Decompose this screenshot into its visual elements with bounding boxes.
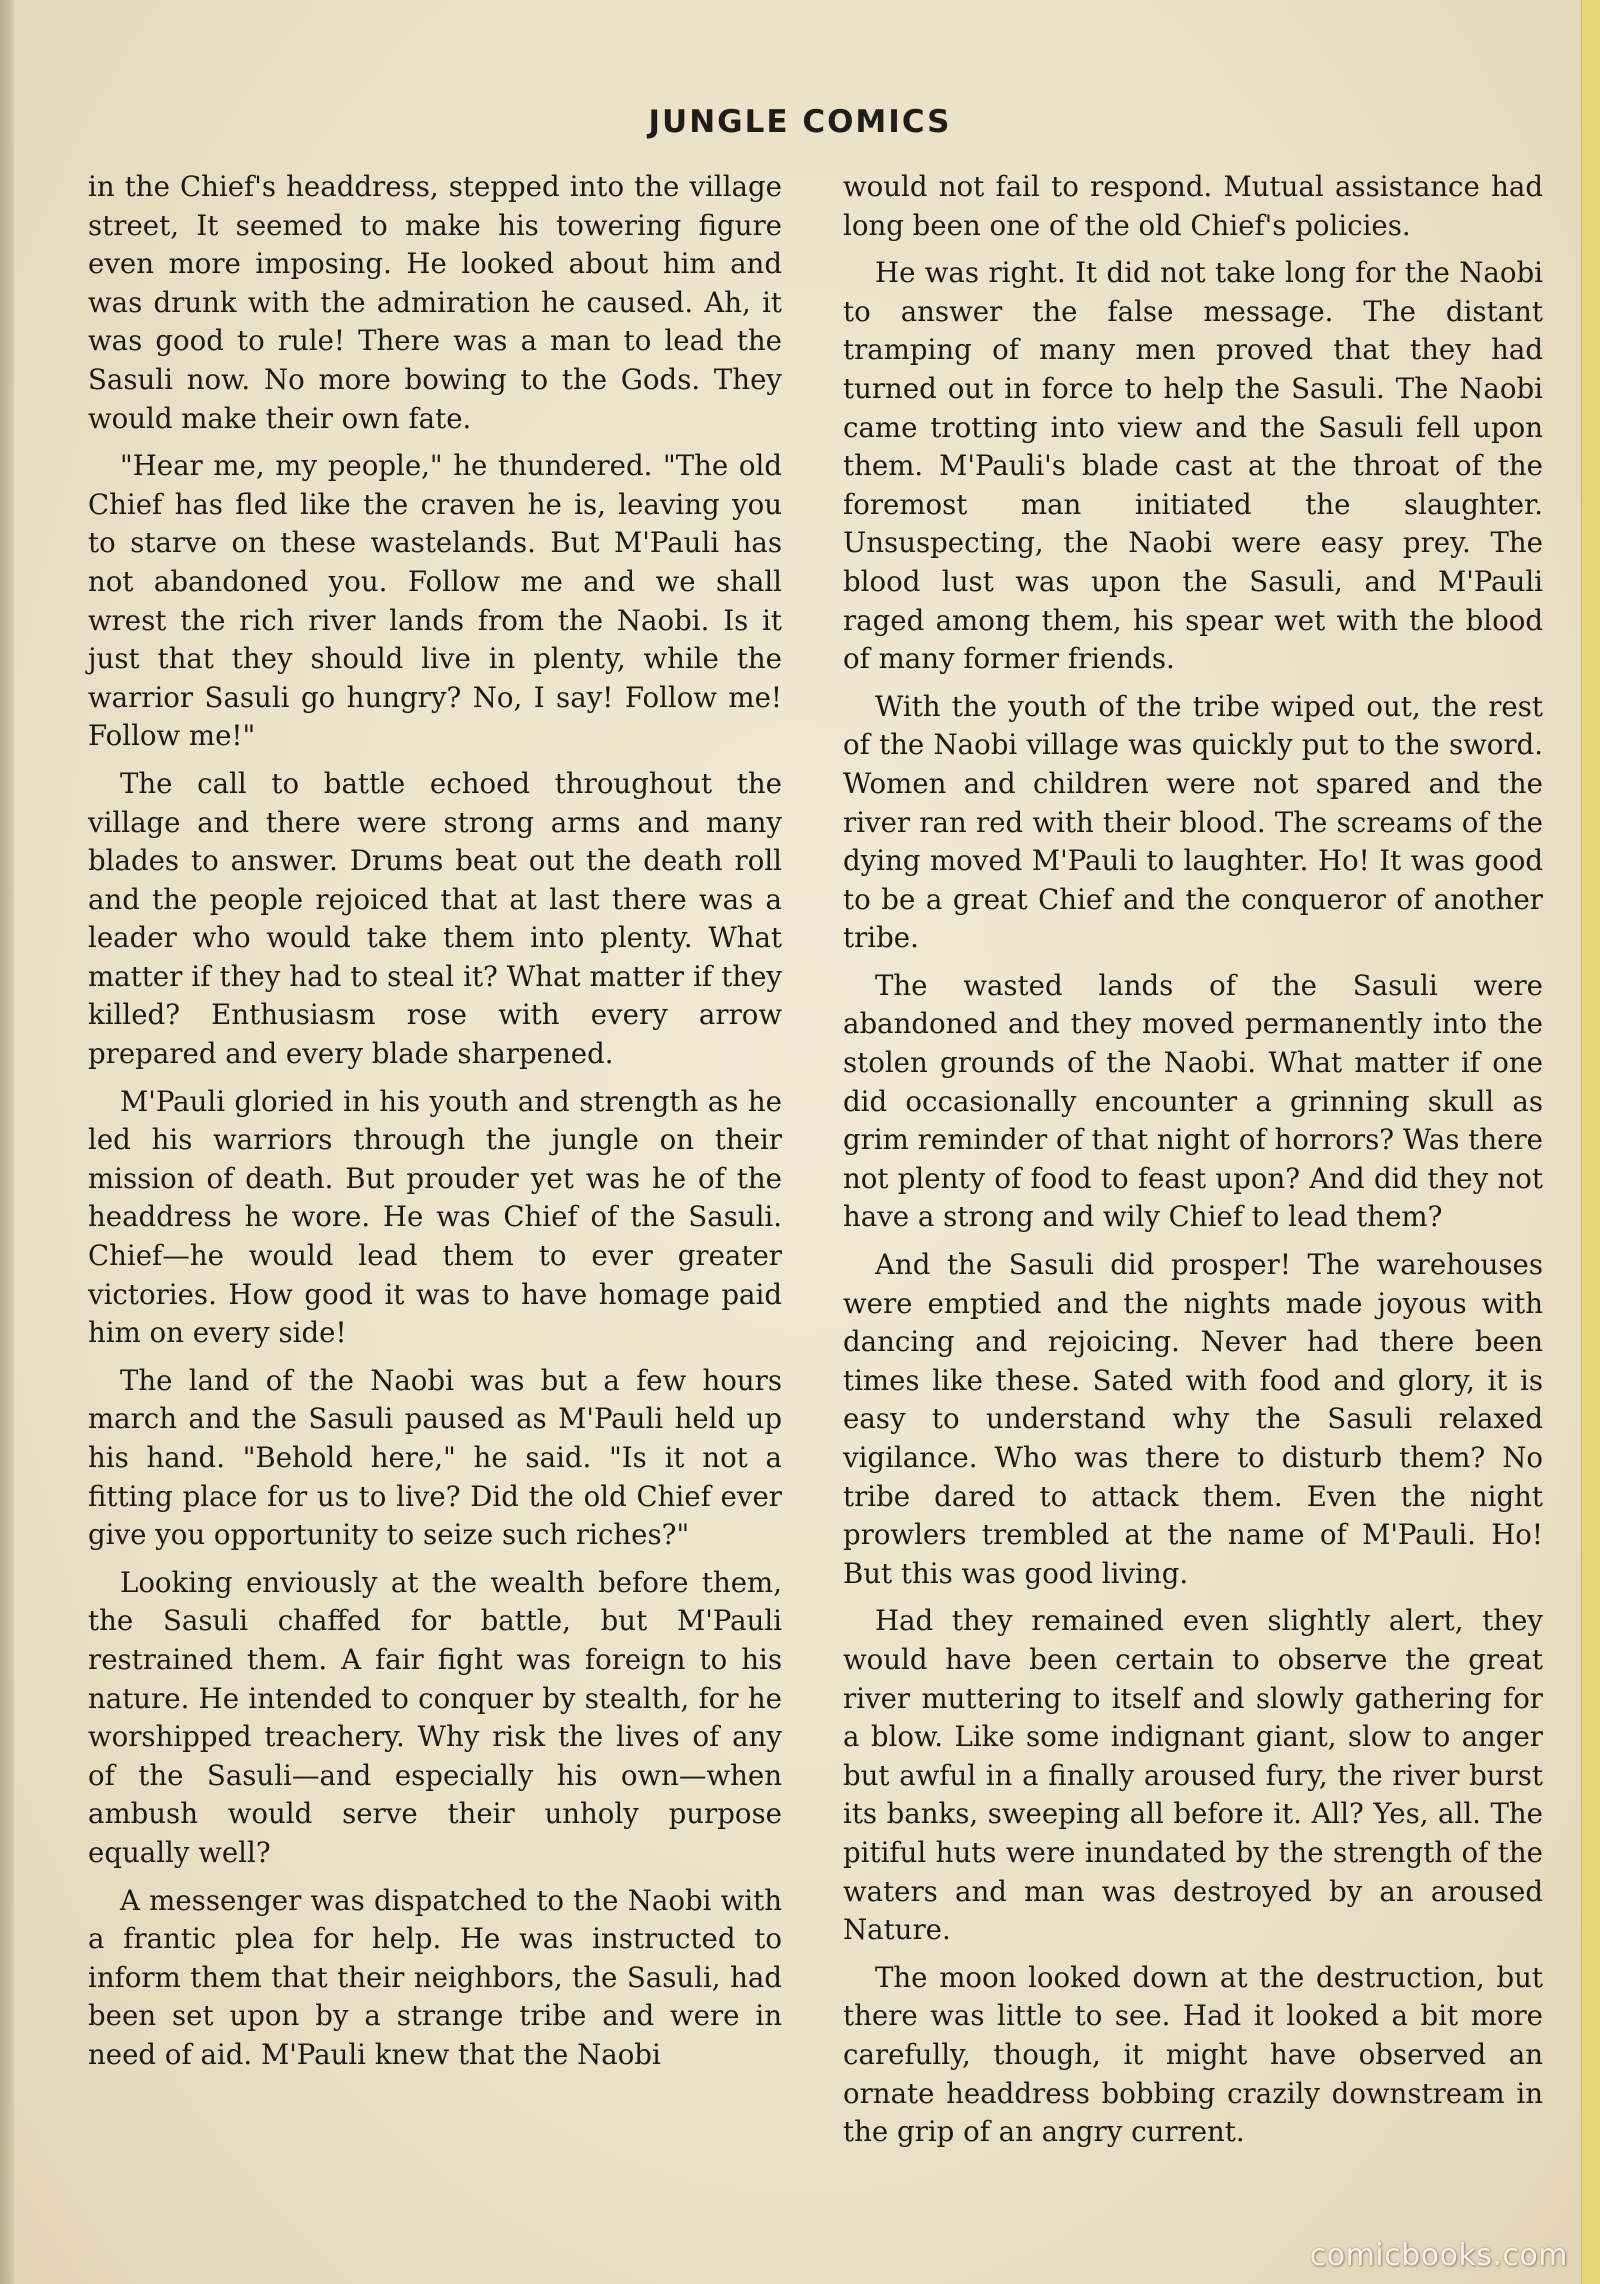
paragraph: The moon looked down at the destruction, but there was little to see. Had it looked a bit more carefully, though, it might have observed an ornate headdress bobbing crazily downstream in the grip of an angry current. xyxy=(843,1960,1543,2149)
watermark: comicbooks.com xyxy=(1309,2238,1568,2273)
left-text-column xyxy=(88,168,782,2084)
paragraph: He was right. It did not take long for the Naobi to answer the false message. The distant tramping of many men proved that they had turned out in force to help the Sasuli. The Naobi came trotting into view and the Sasuli fell upon them. M'Pauli's blade cast at the throat of the foremost man initiated the slaughter. Unsuspecting, the Naobi were easy prey. The blood lust was upon the Sasuli, and M'Pauli raged among them, his spear wet with the blood of many former friends. xyxy=(843,256,1543,676)
page-header: JUNGLE COMICS xyxy=(648,104,952,140)
paragraph: A messenger was dispatched to the Naobi with a frantic plea for help. He was instructed to inform them that their neighbors, the Sasuli, had been set upon by a strange tribe and were in need of aid. M'Pauli knew that the Naobi xyxy=(88,1883,782,2071)
paragraph: With the youth of the tribe wiped out, the rest of the Naobi village was quickly put to the sword. Women and children were not spared and the river ran red with their blood. The screams of the dying moved M'Pauli to laughter. Ho! It was good to be a great Chief and the conqueror of another tribe. xyxy=(843,689,1543,955)
paragraph: in the Chief's headdress, stepped into the village street, It seemed to make his towering figure even more imposing. He looked about him and was drunk with the admiration he caused. Ah, it was good to rule! There was a man to lead the Sasuli now. No more bowing to the Gods. They would make their own fate. xyxy=(88,170,782,435)
paragraph: And the Sasuli did prosper! The warehouses were emptied and the nights made joyous with dancing and rejoicing. Never had there been times like these. Sated with food and glory, it is easy to understand why the Sasuli relaxed vigilance. Who was there to disturb them? No tribe dared to attack them. Even the night prowlers trembled at the name of M'Pauli. Ho! But this was good living. xyxy=(843,1248,1543,1590)
page-binding-edge xyxy=(0,0,14,2284)
right-text-column xyxy=(843,168,1543,2161)
paragraph: would not fail to respond. Mutual assistance had long been one of the old Chief's policies. xyxy=(843,170,1543,242)
paragraph: Looking enviously at the wealth before them, the Sasuli chaffed for battle, but M'Pauli restrained them. A fair fight was foreign to his nature. He intended to conquer by stealth, for he worshipped treachery. Why risk the lives of any of the Sasuli—and especially his own—when ambush would serve their unholy purpose equally well? xyxy=(88,1565,782,1869)
paragraph: Had they remained even slightly alert, they would have been certain to observe the great river muttering to itself and slowly gathering for a blow. Like some indignant giant, slow to anger but awful in a finally aroused fury, the river burst its banks, sweeping all before it. All? Yes, all. The pitiful huts were inundated by the strength of the waters and man was destroyed by an aroused Nature. xyxy=(843,1604,1543,1947)
paragraph: The wasted lands of the Sasuli were abandoned and they moved permanently into the stolen grounds of the Naobi. What matter if one did occasionally encounter a grinning skull as grim reminder of that night of horrors? Was there not plenty of food to feast upon? And did they not have a strong and wily Chief to lead them? xyxy=(843,968,1543,1234)
paragraph: The call to battle echoed throughout the village and there were strong arms and many blades to answer. Drums beat out the death roll and the people rejoiced that at last there was a leader who would take them into plenty. What matter if they had to steal it? What matter if they killed? Enthusiasm rose with every arrow prepared and every blade sharpened. xyxy=(88,766,782,1071)
paragraph: M'Pauli gloried in his youth and strength as he led his warriors through the jungle on their mission of death. But prouder yet was he of the headdress he wore. He was Chief of the Sasuli. Chief—he would lead them to ever greater victories. How good it was to have homage paid him on every side! xyxy=(88,1084,782,1350)
page-edge-strip xyxy=(1581,0,1600,2284)
paragraph: "Hear me, my people," he thundered. "The old Chief has fled like the craven he is, leaving you to starve on these wastelands. But M'Pauli has not abandoned you. Follow me and we shall wrest the rich river lands from the Naobi. Is it just that they should live in plenty, while the warrior Sasuli go hungry? No, I say! Follow me! Follow me!" xyxy=(88,449,782,753)
paragraph: The land of the Naobi was but a few hours march and the Sasuli paused as M'Pauli held up his hand. "Behold here," he said. "Is it not a fitting place for us to live? Did the old Chief ever give you opportunity to seize such riches?" xyxy=(88,1363,782,1552)
